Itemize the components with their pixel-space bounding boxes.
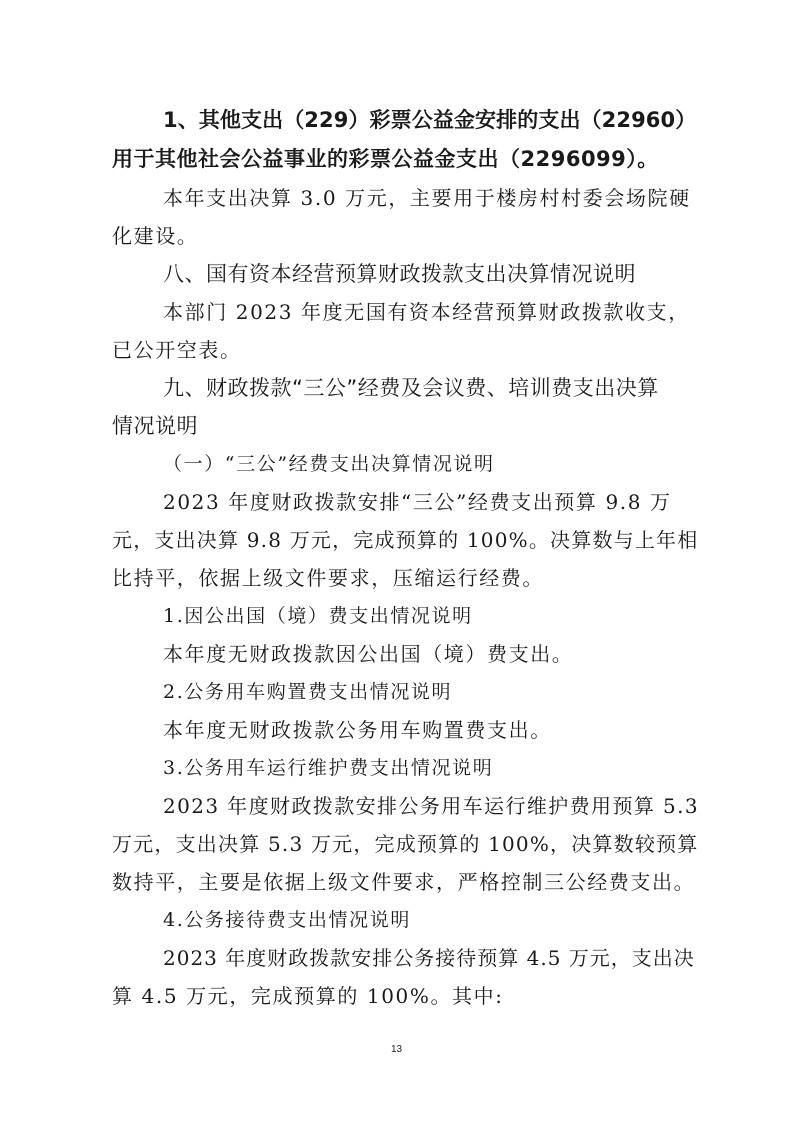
paragraph-line: 2023 年度财政拨款安排公务用车运行维护费用预算 5.3 <box>163 794 700 818</box>
lottery-expense-heading-line-2: 用于其他社会公益事业的彩票公益金支出（2296099）。 <box>112 147 659 171</box>
item-heading-4: 4.公务接待费支出情况说明 <box>163 909 411 931</box>
paragraph-line: 2023 年度财政拨款安排公务接待预算 4.5 万元，支出决 <box>163 946 695 970</box>
paragraph-line: 本年度无财政拨款因公出国（境）费支出。 <box>163 642 574 666</box>
page-number: 13 <box>390 1044 403 1055</box>
paragraph-line: 元，支出决算 9.8 万元，完成预算的 100%。决算数与上年相 <box>112 528 699 552</box>
item-heading-1: 1.因公出国（境）费支出情况说明 <box>163 605 473 627</box>
section-heading-9-line-2: 情况说明 <box>112 414 198 438</box>
section-heading-9-line-1: 九、财政拨款“三公”经费及会议费、培训费支出决算 <box>163 376 659 400</box>
subsection-heading: （一）“三公”经费支出决算情况说明 <box>163 453 495 475</box>
paragraph-line: 本部门 2023 年度无国有资本经营预算财政拨款收支， <box>163 300 690 324</box>
lottery-expense-heading-line-1: 1、其他支出（229）彩票公益金安排的支出（22960） <box>163 108 697 132</box>
paragraph-line: 比持平，依据上级文件要求，压缩运行经费。 <box>112 566 544 590</box>
paragraph-line: 数持平，主要是依据上级文件要求，严格控制三公经费支出。 <box>112 870 696 894</box>
paragraph-line: 本年度无财政拨款公务用车购置费支出。 <box>163 718 552 742</box>
paragraph-line: 算 4.5 万元，完成预算的 100%。其中: <box>112 984 504 1008</box>
paragraph-line: 化建设。 <box>112 224 199 248</box>
paragraph-line: 2023 年度财政拨款安排“三公”经费支出预算 9.8 万 <box>163 490 672 514</box>
item-heading-3: 3.公务用车运行维护费支出情况说明 <box>163 757 494 779</box>
paragraph-line: 本年支出决算 3.0 万元，主要用于楼房村村委会场院硬 <box>163 186 691 210</box>
paragraph-line: 万元，支出决算 5.3 万元，完成预算的 100%，决算数较预算 <box>112 832 699 856</box>
paragraph-line: 已公开空表。 <box>112 338 242 362</box>
section-heading-8: 八、国有资本经营预算财政拨款支出决算情况说明 <box>163 262 636 286</box>
item-heading-2: 2.公务用车购置费支出情况说明 <box>163 681 453 703</box>
